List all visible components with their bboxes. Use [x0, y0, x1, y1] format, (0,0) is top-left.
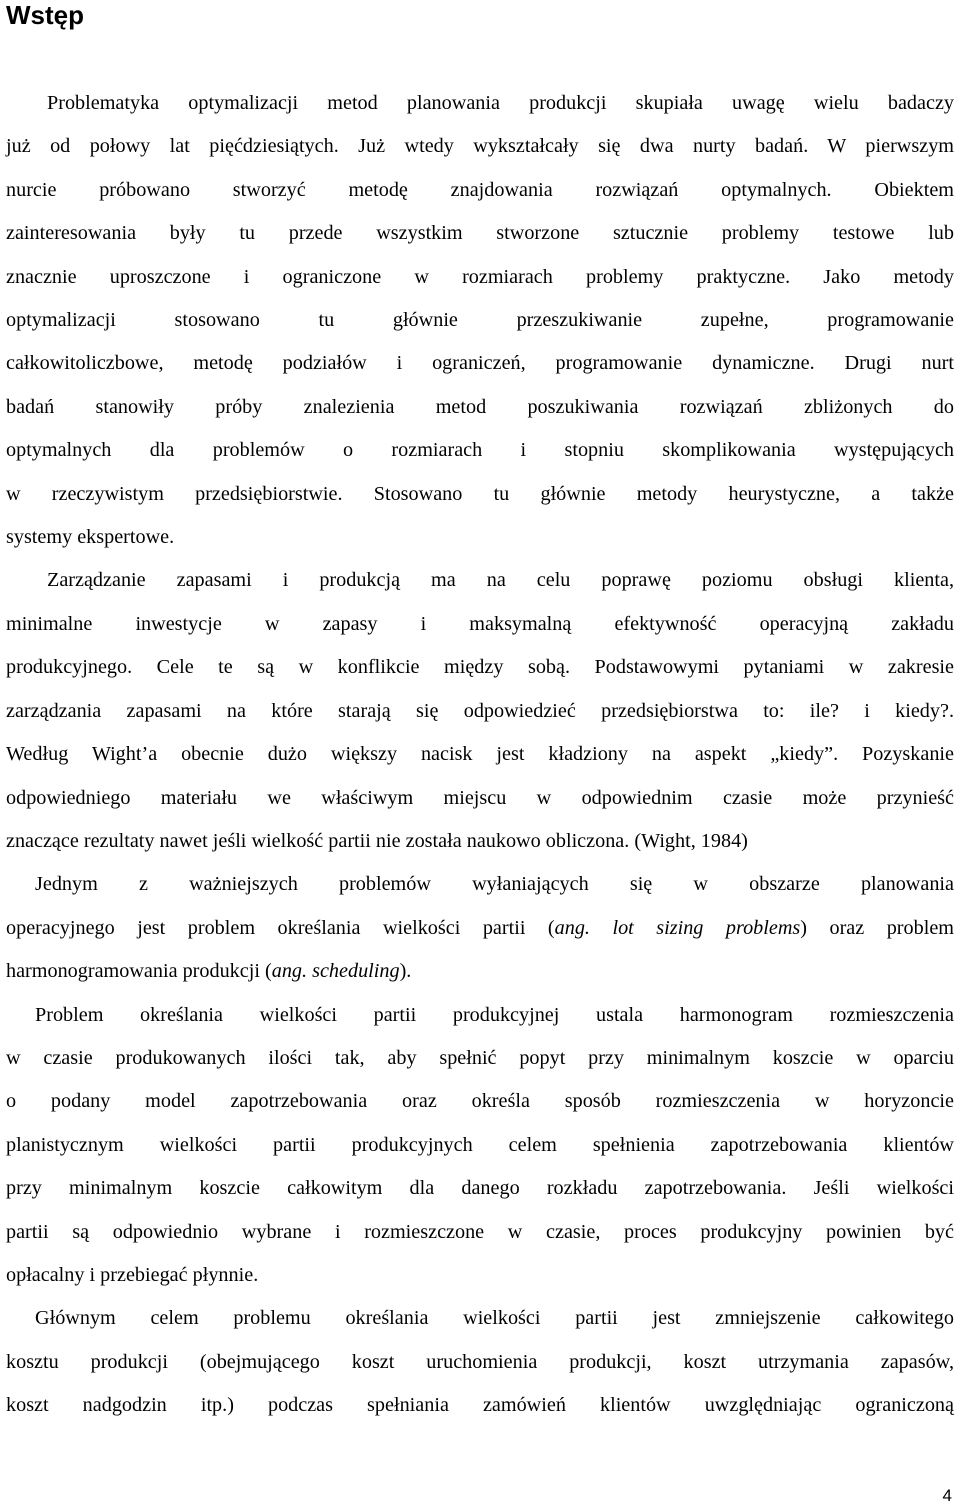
- text-line: znaczące rezultaty nawet jeśli wielkość partii nie została naukowo obliczona. (Wight, 1984): [6, 829, 748, 852]
- text-segment: operacyjnego jest problem określania wielkości partii (: [6, 916, 555, 939]
- text-line: Zarządzanie zapasami i produkcją ma na celu poprawę poziomu obsługi klienta,: [47, 569, 954, 592]
- text-line: Głównym celem problemu określania wielkości partii jest zmniejszenie całkowitego: [35, 1307, 954, 1330]
- text-line: o podany model zapotrzebowania oraz określa sposób rozmieszczenia w horyzoncie: [6, 1090, 954, 1113]
- text-line: znacznie uproszczone i ograniczone w rozmiarach problemy praktyczne. Jako metody: [6, 265, 954, 288]
- text-line: [6, 907, 954, 950]
- text-segment: ) oraz problem: [800, 916, 954, 939]
- text-line: całkowitoliczbowe, metodę podziałów i ograniczeń, programowanie dynamiczne. Drugi nurt: [6, 352, 954, 375]
- text-line: produkcyjnego. Cele te są w konflikcie między sobą. Podstawowymi pytaniami w zakresie: [6, 656, 954, 679]
- page-number: 4: [942, 1486, 952, 1505]
- text-line: Problematyka optymalizacji metod planowania produkcji skupiała uwagę wielu badaczy: [47, 92, 954, 114]
- text-line: optymalnych dla problemów o rozmiarach i stopniu skomplikowania występujących: [6, 439, 954, 462]
- page-heading: Wstęp: [6, 0, 84, 30]
- text-line: w czasie produkowanych ilości tak, aby spełnić popyt przy minimalnym koszcie w oparciu: [6, 1046, 954, 1069]
- text-line: zarządzania zapasami na które starają się odpowiedzieć przedsiębiorstwa to: ile? i kiedy?.: [6, 699, 954, 722]
- text-segment: harmonogramowania produkcji (: [6, 960, 272, 983]
- text-line: już od połowy lat pięćdziesiątych. Już wtedy wykształcały się dwa nurty badań. W pierwszym: [6, 135, 954, 158]
- text-line: planistycznym wielkości partii produkcyjnych celem spełnienia zapotrzebowania klientów: [6, 1133, 954, 1156]
- text-line: odpowiedniego materiału we właściwym miejscu w odpowiednim czasie może przynieść: [6, 786, 954, 809]
- text-line: partii są odpowiednio wybrane i rozmieszczone w czasie, proces produkcyjny powinien być: [6, 1220, 954, 1243]
- text-line: Według Wight’a obecnie dużo większy nacisk jest kładziony na aspekt „kiedy”. Pozyskanie: [6, 743, 954, 766]
- body-text: [6, 82, 954, 1428]
- text-line: koszt nadgodzin itp.) podczas spełniania zamówień klientów uwzględniając ograniczoną: [6, 1394, 954, 1417]
- text-line: minimalne inwestycje w zapasy i maksymalną efektywność operacyjną zakładu: [6, 612, 954, 635]
- text-line: zainteresowania były tu przede wszystkim stworzone sztucznie problemy testowe lub: [6, 222, 954, 245]
- text-line: Problem określania wielkości partii produkcyjnej ustala harmonogram rozmieszczenia: [35, 1003, 954, 1026]
- text-line: kosztu produkcji (obejmującego koszt uruchomienia produkcji, koszt utrzymania zapasów,: [6, 1350, 954, 1373]
- text-line: opłacalny i przebiegać płynnie.: [6, 1263, 259, 1286]
- text-line: w rzeczywistym przedsiębiorstwie. Stosowano tu głównie metody heurystyczne, a także: [6, 482, 954, 505]
- text-line: nurcie próbowano stworzyć metodę znajdowania rozwiązań optymalnych. Obiektem: [6, 178, 954, 201]
- text-segment: ).: [399, 960, 412, 983]
- italic-term: ang. lot sizing problems: [554, 916, 801, 939]
- text-line: badań stanowiły próby znalezienia metod poszukiwania rozwiązań zbliżonych do: [6, 395, 954, 418]
- text-line: [6, 950, 954, 993]
- text-line: Jednym z ważniejszych problemów wyłaniających się w obszarze planowania: [35, 873, 954, 896]
- italic-term: ang. scheduling: [271, 960, 400, 983]
- text-line: systemy ekspertowe.: [6, 526, 175, 549]
- text-line: optymalizacji stosowano tu głównie przeszukiwanie zupełne, programowanie: [6, 309, 954, 332]
- text-line: przy minimalnym koszcie całkowitym dla danego rozkładu zapotrzebowania. Jeśli wielkości: [6, 1177, 954, 1200]
